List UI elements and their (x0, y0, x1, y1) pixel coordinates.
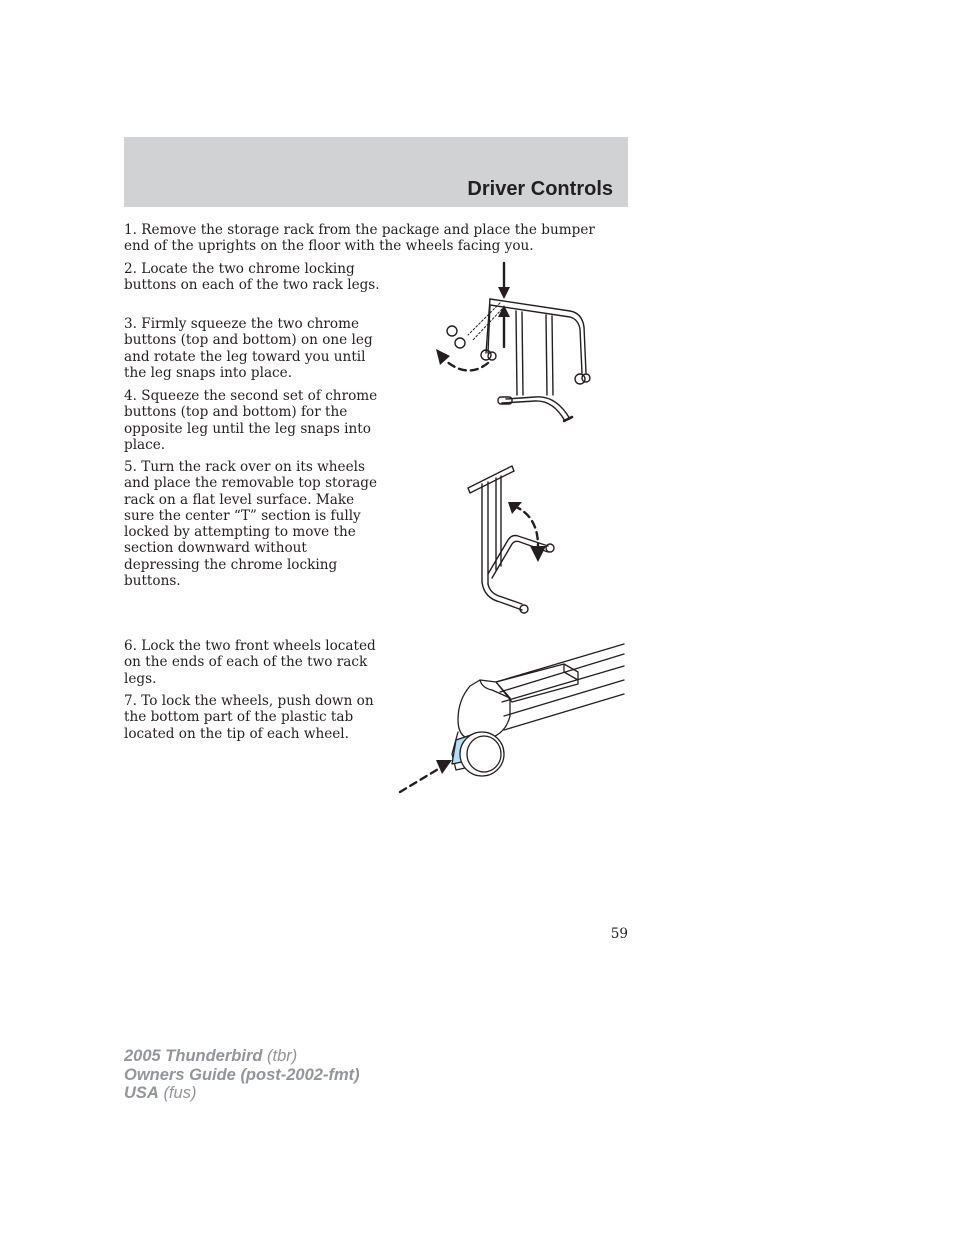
section-title: Driver Controls (467, 178, 613, 200)
footer-line-3 (124, 1084, 360, 1103)
center-t-section-illustration (460, 462, 570, 622)
rack-legs-illustration (420, 255, 620, 430)
step-2: 2. Locate the two chrome locking buttons on each of the two rack legs. (124, 261, 380, 294)
wheel-lock-tab-illustration (392, 640, 628, 800)
step-6: 6. Lock the two front wheels located on the ends of each of the two rack legs. (124, 638, 376, 687)
step-7: 7. To lock the wheels, push down on the bottom part of the plastic tab located on the tip of each wheel. (124, 693, 374, 742)
footer-line-2 (124, 1066, 360, 1085)
footer-model-code: (tbr) (267, 1047, 298, 1065)
step-3: 3. Firmly squeeze the two chrome buttons (top and bottom) on one leg and rotate the leg toward you until the leg snaps into place. (124, 316, 373, 381)
footer-guide: Owners Guide (post-2002-fmt) (124, 1065, 360, 1084)
document-footer (124, 1047, 360, 1103)
section-header-band (124, 137, 628, 207)
step-4: 4. Squeeze the second set of chrome buttons (top and bottom) for the opposite leg until the leg snaps into place. (124, 388, 378, 453)
step-5: 5. Turn the rack over on its wheels and place the removable top storage rack on a flat level surface. Make sure the center “T” section is fully locked by attempting to move the section downward without depressing the chrome locking buttons. (124, 459, 378, 590)
step-1: 1. Remove the storage rack from the package and place the bumper end of the uprights on the floor with the wheels facing you. (124, 222, 595, 255)
footer-market: USA (124, 1084, 159, 1102)
footer-market-code: (fus) (163, 1084, 197, 1102)
footer-model: 2005 Thunderbird (124, 1047, 263, 1065)
footer-line-1 (124, 1047, 360, 1066)
page-number: 59 (610, 926, 628, 942)
